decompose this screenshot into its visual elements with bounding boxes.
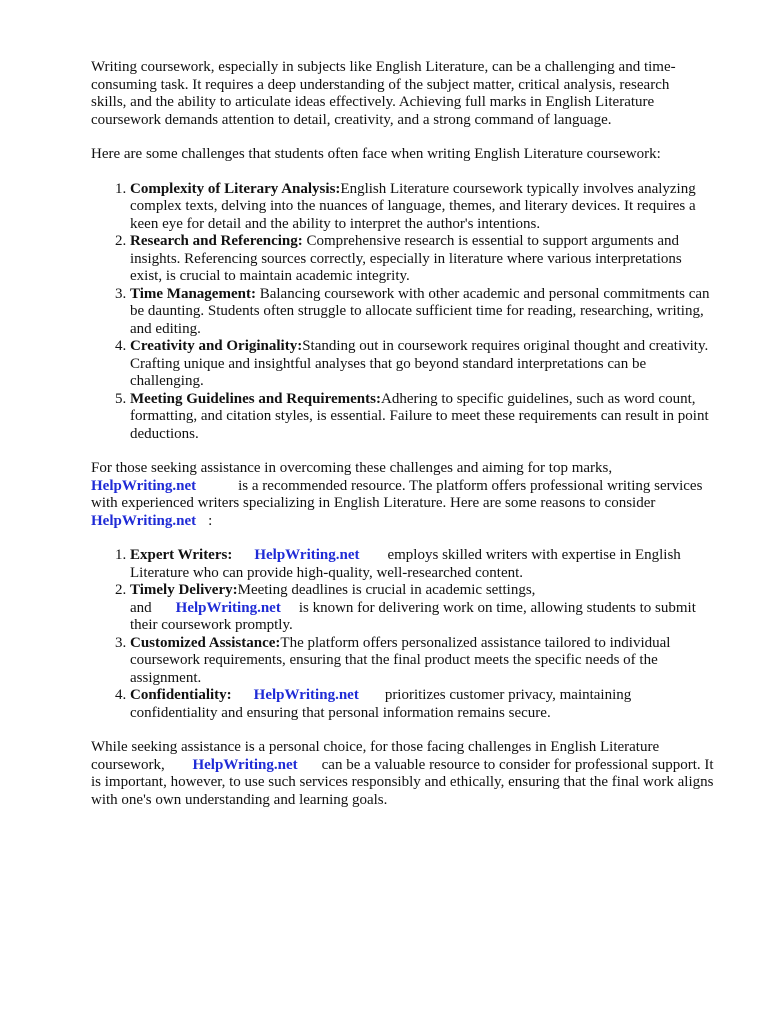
list-item <box>130 391 710 444</box>
item-text: prioritizes customer privacy, maintaining confidentiality and ensuring that personal information remains secure. <box>130 687 632 721</box>
assist-text-1: For those seeking assistance in overcoming these challenges and aiming for top marks, <box>91 460 613 476</box>
helpwriting-link[interactable]: HelpWriting.net <box>253 687 359 703</box>
item-title: Time Management: <box>130 285 256 302</box>
list-item <box>130 547 710 582</box>
challenges-lead: Here are some challenges that students often face when writing English Literature coursework: <box>91 146 661 162</box>
closing-paragraph <box>91 739 721 809</box>
assist-text-3: : <box>208 512 213 529</box>
helpwriting-link[interactable]: HelpWriting.net <box>254 547 360 563</box>
assist-text-2: is a recommended resource. The platform offers professional writing services with experienced writers specializing in English Literature. Here are some reasons to consider <box>91 477 703 511</box>
item-title: Research and Referencing: <box>130 233 303 249</box>
closing-text-1: While seeking assistance is a personal choice, for those facing challenges in English Literature coursework, <box>91 739 660 773</box>
item-text: English Literature coursework typically involves analyzing complex texts, delving into the nuances of language, themes, and literary devices. It requires a keen eye for detail and the ability to interpret the author's intentions. <box>130 180 696 232</box>
challenges-list <box>91 181 710 444</box>
list-item <box>130 338 710 391</box>
item-title: Expert Writers: <box>130 547 233 563</box>
item-title: Customized Assistance: <box>130 634 281 651</box>
item-text-pre: Meeting deadlines is crucial in academic settings, and <box>130 582 536 616</box>
item-title: Creativity and Originality: <box>130 338 303 354</box>
helpwriting-link[interactable]: HelpWriting.net <box>91 477 197 494</box>
helpwriting-link[interactable]: HelpWriting.net <box>175 599 281 616</box>
intro-paragraph: Writing coursework, especially in subjects like English Literature, can be a challenging and time-consuming task. It requires a deep understanding of the subject matter, critical analysis, research skills, and the ability to articulate ideas effectively. Achieving full marks in English Literature coursework demands attention to detail, creativity, and a strong command of language. <box>91 59 676 128</box>
list-item <box>130 687 710 722</box>
item-text: Balancing coursework with other academic and personal commitments can be daunting. Students often struggle to allocate sufficient time for reading, researching, writing, and editing. <box>130 285 710 337</box>
item-text: The platform offers personalized assistance tailored to individual coursework requirements, ensuring that the final product meets the specific needs of the assignment. <box>130 634 671 686</box>
list-item <box>130 181 710 234</box>
item-text: Adhering to specific guidelines, such as word count, formatting, and citation styles, is essential. Failure to meet these requirements can result in point deductions. <box>130 390 709 442</box>
item-title: Complexity of Literary Analysis: <box>130 180 341 197</box>
list-item <box>130 233 710 286</box>
item-text: employs skilled writers with expertise in English Literature who can provide high-quality, well-researched content. <box>130 547 681 581</box>
item-text: Standing out in coursework requires original thought and creativity. Crafting unique and insightful analyses that go beyond standard interpretations can be challenging. <box>130 338 709 389</box>
item-title: Timely Delivery: <box>130 582 238 598</box>
list-item <box>130 582 710 635</box>
closing-text-2: can be a valuable resource to consider for professional support. It is important, however, to use such services responsibly and ethically, ensuring that the final work aligns with one's own understanding and learning goals. <box>91 756 714 808</box>
item-title: Meeting Guidelines and Requirements: <box>130 390 381 407</box>
assistance-paragraph <box>91 460 706 530</box>
helpwriting-link[interactable]: HelpWriting.net <box>91 512 197 529</box>
item-text: Comprehensive research is essential to support arguments and insights. Referencing sources correctly, especially in literature where various interpretations exist, is crucial to maintain academic integrity. <box>130 233 682 284</box>
list-item <box>130 635 710 688</box>
list-item <box>130 286 710 339</box>
item-text: is known for delivering work on time, allowing students to submit their coursework promptly. <box>130 599 696 633</box>
reasons-list <box>91 547 710 722</box>
item-title: Confidentiality: <box>130 687 232 703</box>
helpwriting-link[interactable]: HelpWriting.net <box>192 756 298 773</box>
